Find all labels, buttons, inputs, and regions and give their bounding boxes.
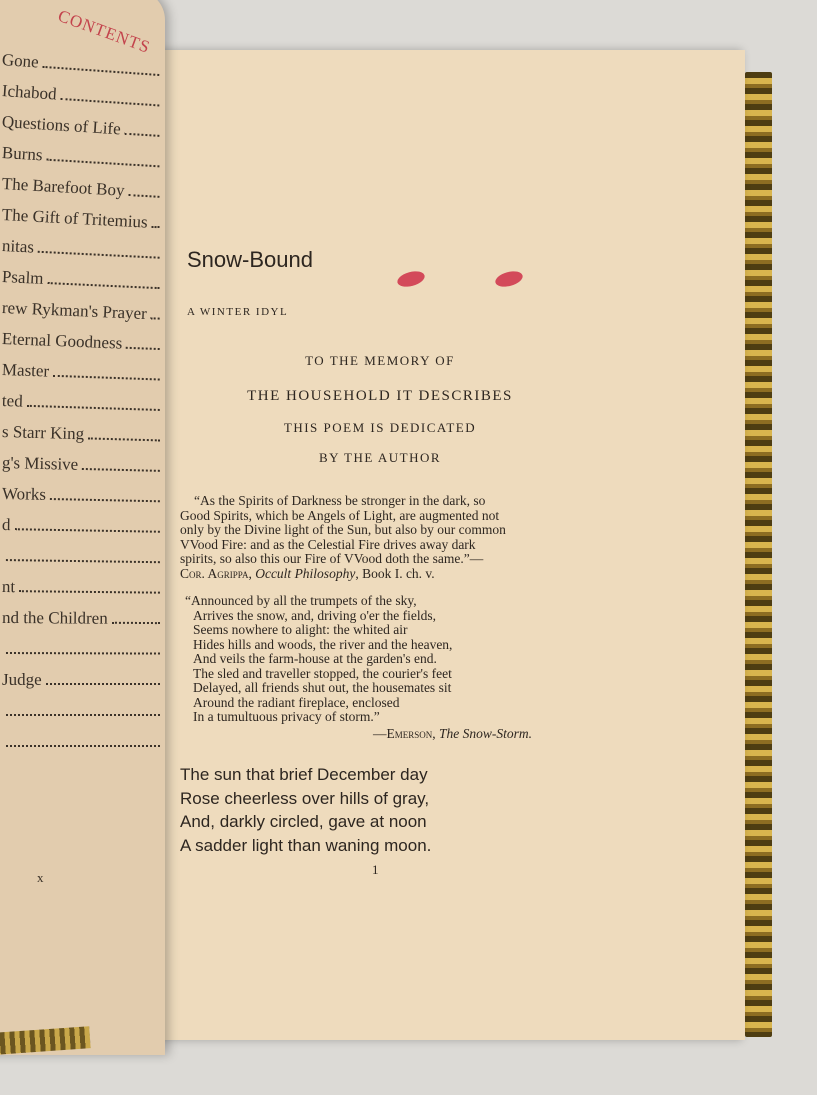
contents-row: [2, 668, 160, 690]
gilt-page-edge: [745, 72, 772, 1037]
right-page: [125, 50, 745, 1040]
contents-leader-dots: [124, 133, 159, 137]
poem-opening-verse: [180, 763, 431, 857]
dedication-line: THIS POEM IS DEDICATED: [283, 420, 477, 435]
red-mark-icon: [494, 269, 525, 290]
contents-entry: Ichabod: [1, 81, 58, 104]
left-page-contents: [0, 0, 165, 1055]
contents-leader-dots: [151, 317, 160, 319]
epigraph-line: “As the Spirits of Darkness be stronger in the dark, so: [194, 493, 486, 508]
contents-leader-dots: [6, 559, 160, 563]
epigraph-line: “Announced by all the trumpets of the sky,: [185, 593, 417, 608]
contents-leader-dots: [46, 683, 160, 685]
epigraph-line: Hides hills and woods, the river and the heaven,: [193, 636, 453, 652]
poem-subtitle: A WINTER IDYL: [187, 306, 289, 318]
verse-line: Rose cheerless over hills of gray,: [180, 788, 430, 808]
contents-leader-dots: [60, 98, 159, 107]
contents-leader-dots: [46, 159, 159, 168]
contents-entry: nitas: [1, 236, 35, 257]
contents-leader-dots: [53, 375, 160, 381]
contents-entry: s Starr King: [1, 422, 85, 444]
page-number: 1: [372, 862, 379, 877]
contents-leader-dots: [6, 652, 160, 655]
contents-row: [1, 234, 160, 264]
contents-entry: nt: [1, 577, 16, 597]
epigraph-work: Occult Philosophy: [255, 565, 356, 581]
contents-entry: nd the Children: [1, 608, 108, 628]
contents-row: [1, 110, 160, 142]
contents-entry: g's Missive: [1, 453, 79, 474]
contents-row: [2, 575, 160, 599]
contents-row: [2, 730, 160, 752]
epigraph-line: Arrives the snow, and, driving o'er the fields,: [193, 607, 436, 623]
contents-entry: Burns: [1, 143, 44, 165]
contents-entry: Works: [1, 484, 47, 504]
contents-leader-dots: [27, 405, 160, 411]
epigraph-line: The sled and traveller stopped, the courier's feet: [193, 665, 452, 681]
contents-leader-dots: [82, 468, 160, 472]
epigraph-work: The Snow-Storm.: [439, 725, 533, 741]
poem-title: Snow-Bound: [187, 247, 313, 272]
contents-leader-dots: [126, 347, 160, 350]
contents-entry: Master: [1, 360, 50, 381]
contents-entry: Gone: [1, 50, 40, 72]
contents-entry: Questions of Life: [1, 112, 122, 139]
contents-entry: The Barefoot Boy: [1, 174, 126, 200]
contents-heading: CONTENTS: [55, 6, 153, 57]
red-mark-icon: [396, 269, 427, 290]
dedication-line: THE HOUSEHOLD IT DESCRIBES: [247, 388, 513, 404]
epigraph-reference: , Book I. ch. v.: [355, 565, 435, 581]
epigraph-line: only by the Divine light of the Sun, but also by our common: [180, 522, 506, 537]
contents-row: [2, 451, 160, 477]
contents-leader-dots: [151, 226, 159, 228]
contents-entry: d: [1, 515, 11, 535]
contents-leader-dots: [128, 194, 159, 198]
contents-row: [2, 327, 161, 355]
epigraph-line: spirits, so also this our Fire of VVood doth the same.”—: [180, 551, 484, 566]
left-page-number: x: [37, 870, 44, 885]
contents-entry: ted: [1, 391, 24, 411]
contents-entry: Judge: [2, 670, 42, 689]
epigraph-line: Around the radiant fireplace, enclosed: [193, 694, 400, 710]
contents-row: [2, 513, 160, 538]
contents-leader-dots: [6, 714, 160, 716]
contents-leader-dots: [88, 437, 160, 441]
contents-row: [1, 141, 160, 172]
contents-entry: Psalm: [1, 267, 44, 288]
verse-line: The sun that brief December day: [180, 765, 428, 784]
dedication-line: TO THE MEMORY OF: [305, 353, 455, 368]
contents-row: [2, 420, 161, 446]
epigraph-line: VVood Fire: and as the Celestial Fire drives away dark: [180, 536, 476, 552]
gilt-edge-left: [0, 1026, 91, 1055]
verse-line: A sadder light than waning moon.: [180, 835, 432, 855]
epigraph-line: Delayed, all friends shut out, the housemates sit: [193, 680, 452, 695]
contents-leader-dots: [38, 251, 160, 259]
epigraph-line: Seems nowhere to alight: the whited air: [193, 622, 408, 637]
contents-entry: The Gift of Tritemius: [1, 205, 149, 232]
epigraph-line: And veils the farm-house at the garden's end.: [193, 651, 437, 666]
verse-line: And, darkly circled, gave at noon: [180, 812, 427, 831]
dedication-line: BY THE AUTHOR: [318, 450, 442, 465]
contents-entry: rew Rykman's Prayer: [1, 298, 148, 324]
contents-row: [2, 637, 160, 660]
contents-row: [1, 172, 160, 203]
contents-row: [2, 265, 161, 294]
contents-leader-dots: [112, 622, 160, 624]
epigraph-line: In a tumultuous privacy of storm.”: [193, 709, 380, 724]
epigraph-author: Cor. Agrippa,: [180, 565, 252, 581]
contents-entry: Eternal Goodness: [1, 329, 123, 353]
contents-row: [2, 358, 161, 386]
contents-row: [2, 699, 160, 721]
contents-row: [1, 203, 160, 233]
epigraph-author: —Emerson,: [373, 725, 436, 741]
contents-row: [2, 482, 160, 507]
contents-row: [1, 79, 160, 111]
contents-leader-dots: [6, 745, 160, 747]
contents-leader-dots: [19, 590, 160, 593]
contents-row: [2, 544, 160, 568]
contents-row: [2, 606, 160, 629]
contents-row: [2, 389, 161, 416]
contents-leader-dots: [14, 528, 160, 533]
epigraph-line: Good Spirits, which be Angels of Light, are augmented not: [180, 507, 500, 523]
contents-row: [2, 296, 161, 325]
contents-leader-dots: [47, 282, 159, 289]
contents-leader-dots: [42, 66, 159, 76]
contents-leader-dots: [50, 498, 160, 502]
epigraph-emerson: [185, 593, 613, 741]
epigraph-agrippa: [180, 494, 600, 581]
